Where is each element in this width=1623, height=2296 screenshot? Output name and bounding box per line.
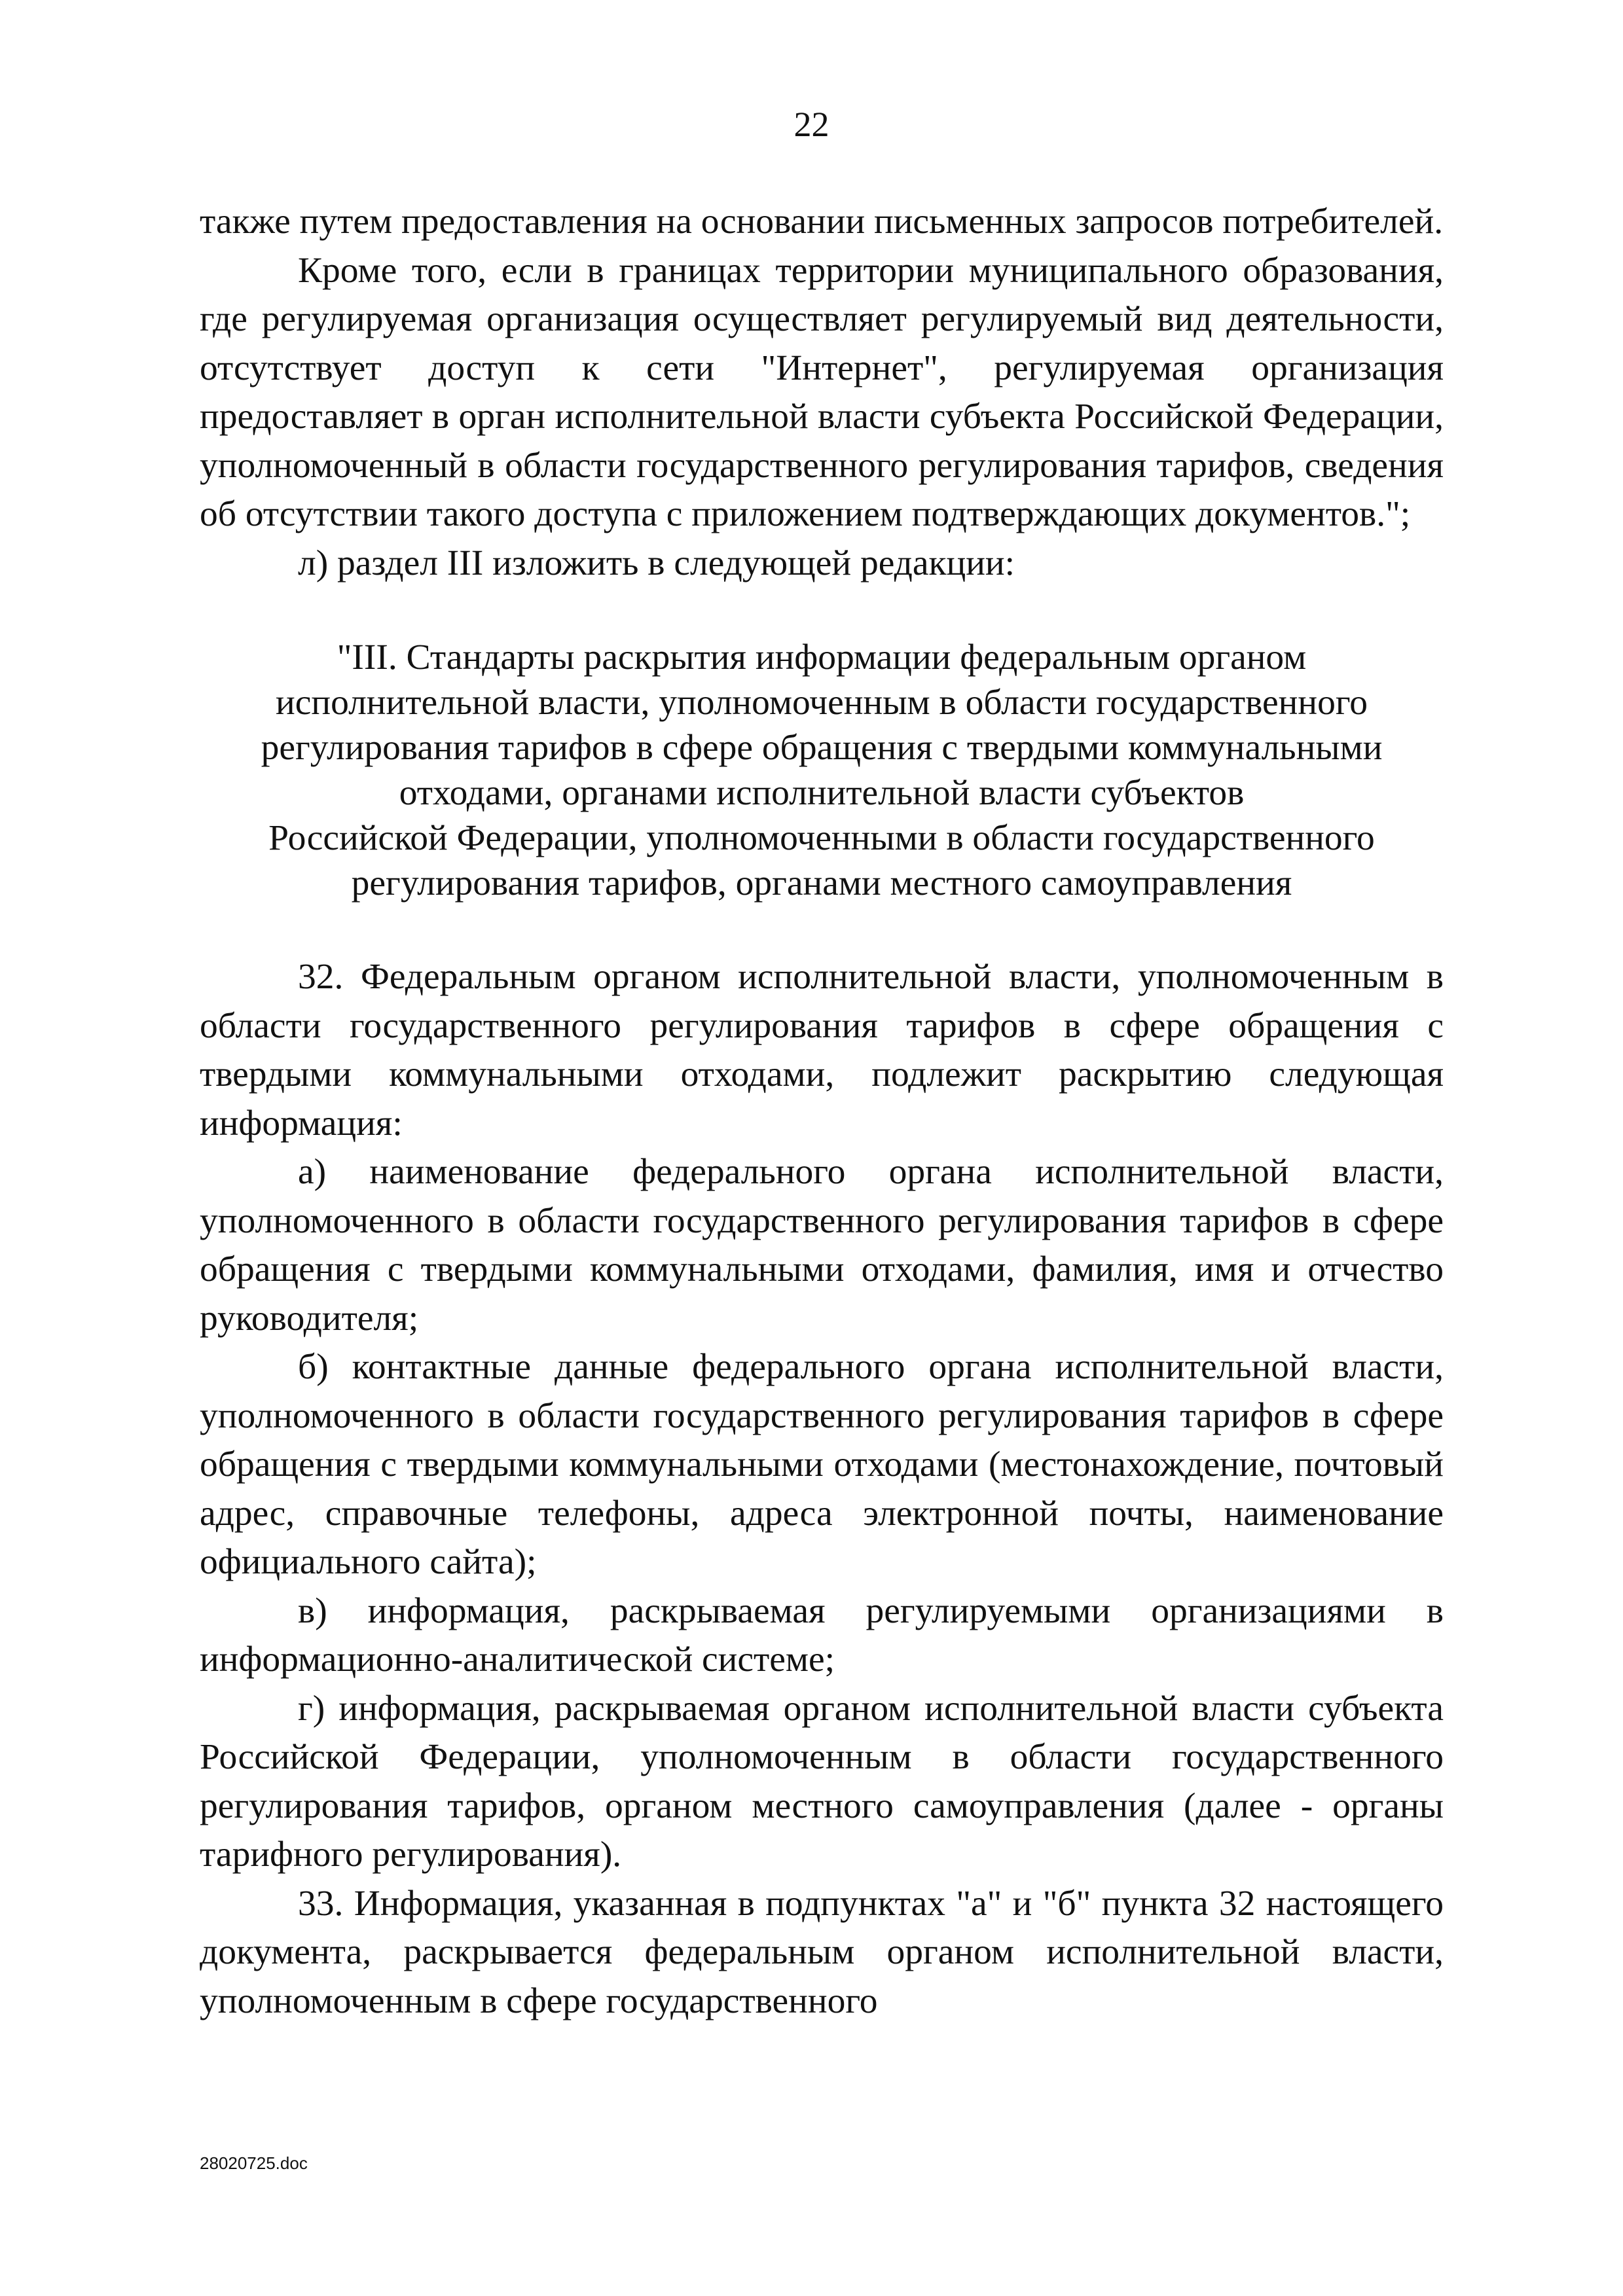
paragraph-section-amendment: л) раздел III изложить в следующей редакции: bbox=[298, 543, 1015, 583]
paragraph-internet-access: Кроме того, если в границах территории муниципального образования, где регулируемая организация осуществляет регулируемый вид деятельности, отсутствует доступ к сети "Интернет", регулируемая организация предоставляет в орган исполнительной власти субъекта Российской Федерации, уполномоченный в области государственного регулирования тарифов, сведения об отсутствии такого доступа с приложением подтверждающих документов."; bbox=[200, 250, 1444, 534]
item-32-a: а) наименование федерального органа исполнительной власти, уполномоченного в области государственного регулирования тарифов в сфере обращения с твердыми коммунальными отходами, фамилия, имя и отчество руководителя; bbox=[200, 1152, 1444, 1338]
item-32: 32. Федеральным органом исполнительной власти, уполномоченным в области государственного регулирования тарифов в сфере обращения с твердыми коммунальными отходами, подлежит раскрытию следующая информация: bbox=[200, 957, 1444, 1143]
document-body bbox=[200, 198, 1444, 2026]
document-filename-footer: 28020725.doc bbox=[200, 2153, 308, 2173]
section-heading-line: отходами, органами исполнительной власти субъектов bbox=[399, 773, 1245, 813]
item-33: 33. Информация, указанная в подпунктах "а" и "б" пункта 32 настоящего документа, раскрывается федеральным органом исполнительной власти, уполномоченным в сфере государственного bbox=[200, 1883, 1444, 2021]
section-heading-line: регулирования тарифов, органами местного самоуправления bbox=[351, 863, 1292, 903]
section-heading-line: исполнительной власти, уполномоченным в области государственного bbox=[276, 683, 1368, 723]
paragraph-continuation: также путем предоставления на основании письменных запросов потребителей. bbox=[200, 202, 1444, 242]
section-heading-line: Российской Федерации, уполномоченными в области государственного bbox=[268, 818, 1375, 858]
item-32-g: г) информация, раскрываемая органом исполнительной власти субъекта Российской Федерации, уполномоченным в области государственного регулирования тарифов, органом местного самоуправления (далее - органы тарифного регулирования). bbox=[200, 1688, 1444, 1874]
section-heading-line: "III. Стандарты раскрытия информации федеральным органом bbox=[337, 637, 1307, 677]
item-32-v: в) информация, раскрываемая регулируемыми организациями в информационно-аналитической системе; bbox=[200, 1590, 1444, 1679]
page-number: 22 bbox=[793, 105, 830, 144]
section-heading-line: регулирования тарифов в сфере обращения с твердыми коммунальными bbox=[261, 728, 1383, 768]
section-heading bbox=[226, 635, 1417, 906]
item-32-b: б) контактные данные федерального органа исполнительной власти, уполномоченного в области государственного регулирования тарифов в сфере обращения с твердыми коммунальными отходами (местонахождение, почтовый адрес, справочные телефоны, адреса электронной почты, наименование официального сайта); bbox=[200, 1347, 1444, 1582]
